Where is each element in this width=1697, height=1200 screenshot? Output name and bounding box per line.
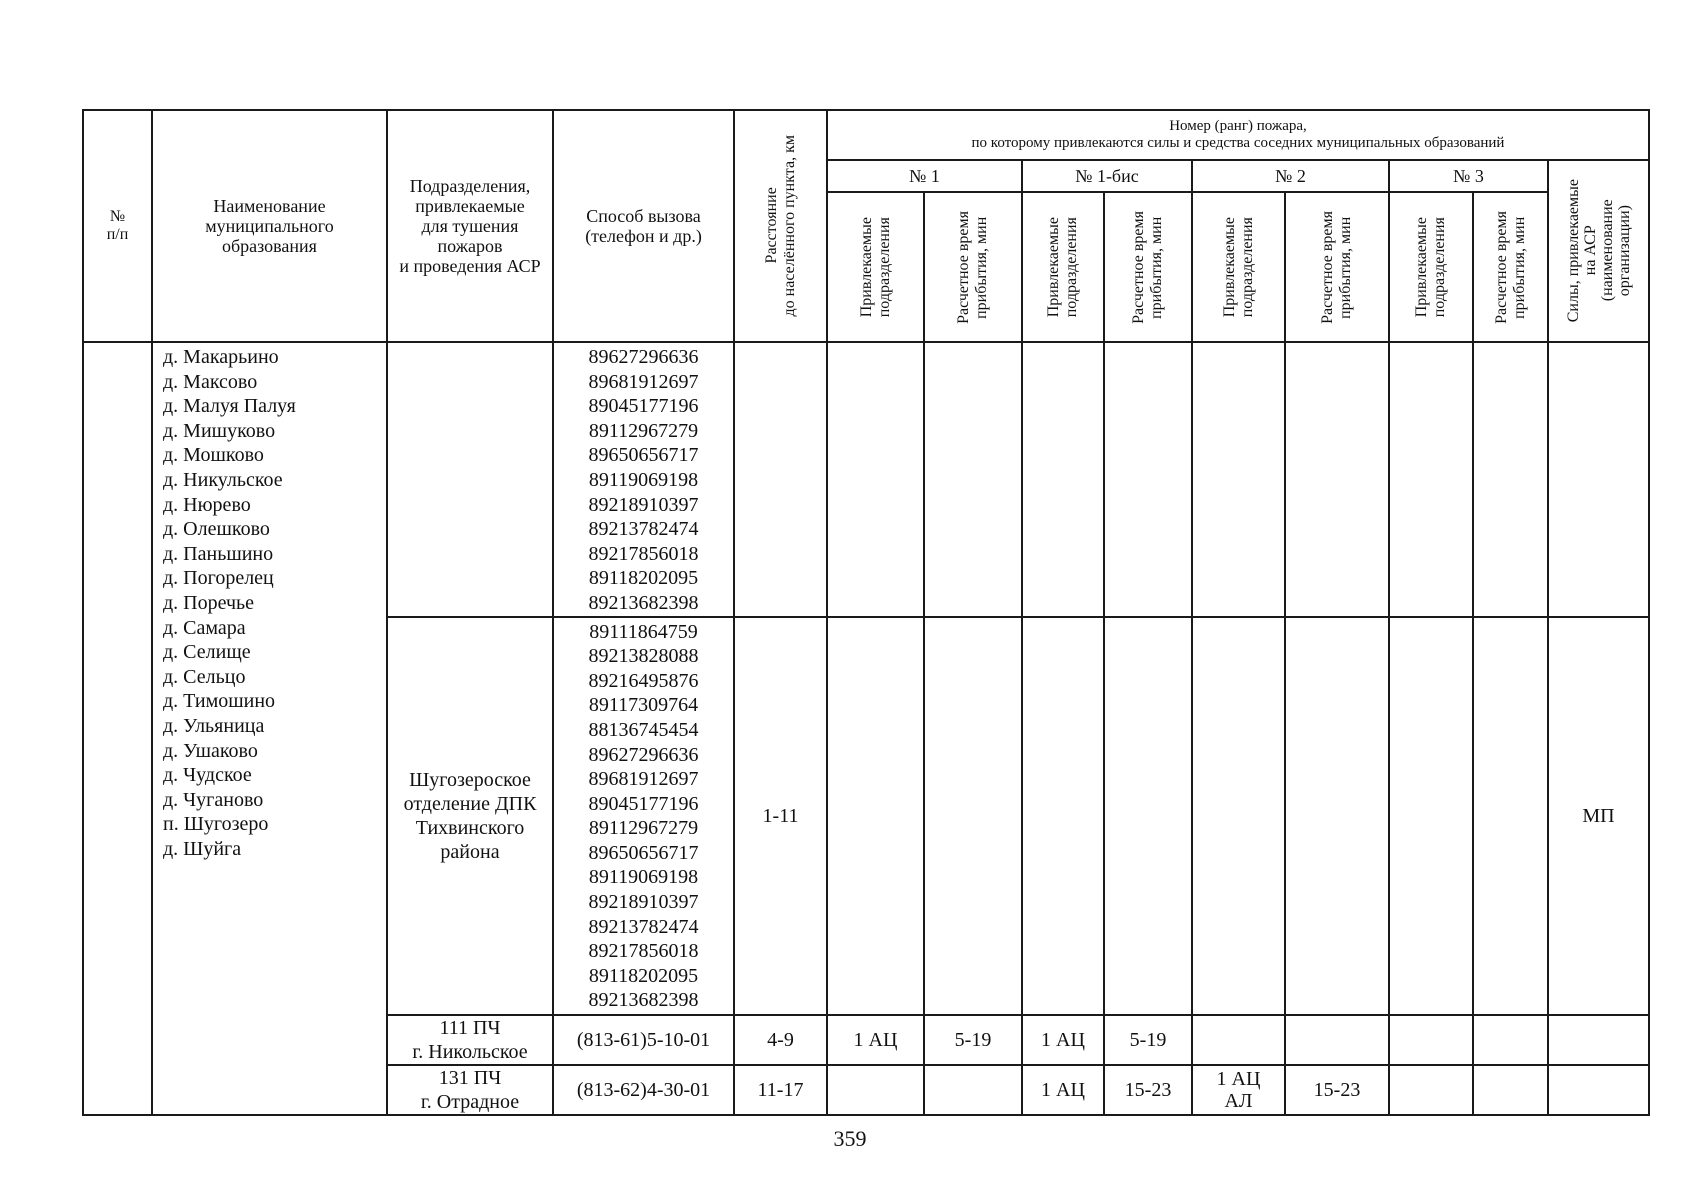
header-units-text: Подразделения, привлекаемые для тушения пожаров и проведения АСР — [399, 176, 541, 276]
settlement-item: д. Поречье — [163, 591, 255, 614]
row4-distance — [734, 1065, 827, 1115]
group1-r2-time — [1285, 342, 1389, 617]
phone-number: 89111864759 — [589, 620, 698, 643]
phone-number: 89112967279 — [588, 817, 699, 840]
group1-r1-time — [924, 342, 1022, 617]
header-r1-units — [827, 192, 924, 342]
row4-unit-text: 131 ПЧ г. Отрадное — [420, 1066, 520, 1113]
group1-distance — [734, 342, 827, 617]
phone-number: 89118202095 — [588, 964, 699, 987]
settlement-item: д. Шуйга — [163, 837, 242, 860]
phone-number: 89213782474 — [588, 518, 699, 541]
header-call-text: Способ вызова (телефон и др.) — [585, 206, 702, 246]
row4-r2-time-text: 15-23 — [1313, 1078, 1361, 1101]
row4-distance-text: 11-17 — [757, 1078, 804, 1101]
group2-phones-cell — [553, 617, 734, 1015]
header-fire-rank-text: Номер (ранг) пожара, по которому привлекаются силы и средства соседних муниципальных образований — [971, 118, 1505, 151]
group1-r3-time — [1473, 342, 1548, 617]
header-r1-time — [924, 192, 1022, 342]
phone-number: 89681912697 — [588, 768, 699, 791]
phone-number: 89216495876 — [588, 669, 699, 692]
row4-r3-time — [1473, 1065, 1548, 1115]
row3-r1bis-time-text: 5-19 — [1129, 1028, 1167, 1051]
settlement-item: д. Олешково — [163, 518, 270, 541]
row-num-cell — [83, 342, 152, 1115]
row4-r1bis-time — [1104, 1065, 1192, 1115]
settlement-item: д. Самара — [163, 616, 246, 639]
group2-phone-list — [554, 618, 733, 1014]
settlement-item: д. Нюрево — [163, 493, 251, 516]
settlement-list — [163, 345, 386, 861]
header-rank-3 — [1389, 160, 1548, 192]
header-r3-units — [1389, 192, 1473, 342]
settlement-item: д. Малуя Палуя — [163, 395, 296, 418]
settlement-item: д. Мошково — [163, 444, 264, 467]
group2-asr-text: МП — [1582, 804, 1615, 827]
header-r1bis-units — [1022, 192, 1104, 342]
header-asr-forces — [1548, 160, 1649, 342]
phone-number: 89213682398 — [588, 591, 699, 614]
group1-phones-cell — [553, 342, 734, 617]
row3-call-text: (813-61)5-10-01 — [576, 1028, 711, 1051]
phone-number: 89213828088 — [588, 645, 699, 668]
row4-r1bis-units-text: 1 АЦ — [1041, 1078, 1085, 1101]
header-r1bis-time-text: Расчетное время прибытия, мин — [1130, 210, 1165, 324]
settlement-item: д. Ушаково — [163, 739, 258, 762]
row3-r2-time — [1285, 1015, 1389, 1065]
header-r1bis-time — [1104, 192, 1192, 342]
settlement-item: д. Максово — [163, 370, 258, 393]
phone-number: 89217856018 — [588, 542, 699, 565]
settlement-item: д. Ульяница — [163, 714, 265, 737]
page-number: 359 — [833, 1126, 867, 1151]
group1-r2-units — [1192, 342, 1285, 617]
phone-number: 89217856018 — [588, 940, 699, 963]
header-name — [152, 110, 387, 342]
header-rank-2 — [1192, 160, 1389, 192]
row3-r1bis-units — [1022, 1015, 1104, 1065]
phone-number: 89213782474 — [588, 915, 699, 938]
group1-phone-list — [554, 343, 733, 616]
row3-call — [553, 1015, 734, 1065]
phone-number: 89627296636 — [588, 743, 699, 766]
header-rank-1-text: № 1 — [909, 166, 940, 186]
header-r1bis-units-text: Привлекаемые подразделения — [1045, 216, 1080, 318]
group2-r1-time — [924, 617, 1022, 1015]
row3-r2-units — [1192, 1015, 1285, 1065]
group1-r1bis-units — [1022, 342, 1104, 617]
row3-unit — [387, 1015, 553, 1065]
row4-r2-time — [1285, 1065, 1389, 1115]
header-name-text: Наименование муниципального образования — [205, 196, 334, 256]
phone-number: 89681912697 — [588, 370, 699, 393]
row3-r1bis-units-text: 1 АЦ — [1041, 1028, 1085, 1051]
phone-number: 89045177196 — [588, 792, 699, 815]
phone-number: 89117309764 — [588, 694, 699, 717]
row4-unit — [387, 1065, 553, 1115]
settlement-item: д. Чуганово — [163, 788, 264, 811]
phone-number: 89218910397 — [588, 891, 699, 914]
settlement-item: д. Селище — [163, 641, 251, 664]
phone-number: 89045177196 — [588, 395, 699, 418]
phone-number: 89650656717 — [588, 841, 699, 864]
row3-r3-time — [1473, 1015, 1548, 1065]
row4-asr — [1548, 1065, 1649, 1115]
phone-number: 89119069198 — [588, 866, 699, 889]
phone-number: 89213682398 — [588, 989, 699, 1012]
header-num-text: № п/п — [106, 208, 129, 243]
header-num — [83, 110, 152, 342]
row4-r2-units — [1192, 1065, 1285, 1115]
row3-r1-time-text: 5-19 — [954, 1028, 992, 1051]
header-rank-1bis-text: № 1-бис — [1075, 166, 1139, 186]
header-r2-units-text: Привлекаемые подразделения — [1220, 216, 1256, 318]
group1-r1-units — [827, 342, 924, 617]
header-distance-text: Расстояние до населённого пункта, км — [762, 135, 798, 317]
group2-r1bis-time — [1104, 617, 1192, 1015]
header-asr-forces-text: Силы, привлекаемые на АСР (наименование организации) — [1564, 179, 1633, 323]
group1-asr — [1548, 342, 1649, 617]
group2-r3-time — [1473, 617, 1548, 1015]
header-r2-time — [1285, 192, 1389, 342]
header-rank-1bis — [1022, 160, 1192, 192]
row4-r1bis-time-text: 15-23 — [1124, 1078, 1172, 1101]
header-r2-units — [1192, 192, 1285, 342]
group1-unit — [387, 342, 553, 617]
settlement-item: п. Шугозеро — [163, 813, 269, 836]
header-rank-3-text: № 3 — [1453, 166, 1484, 186]
header-units — [387, 110, 553, 342]
phone-number: 89627296636 — [588, 346, 699, 368]
settlements-cell — [152, 342, 387, 1115]
phone-number: 89112967279 — [588, 419, 699, 442]
row4-call — [553, 1065, 734, 1115]
header-r3-time — [1473, 192, 1548, 342]
header-r1-units-text: Привлекаемые подразделения — [857, 216, 893, 318]
group2-r2-time — [1285, 617, 1389, 1015]
header-call — [553, 110, 734, 342]
group2-distance-text: 1-11 — [762, 804, 799, 827]
settlement-item: д. Сельцо — [163, 665, 246, 688]
row4-r2-units-text: 1 АЦ АЛ — [1216, 1067, 1261, 1112]
group2-asr — [1548, 617, 1649, 1015]
group2-r3-units — [1389, 617, 1473, 1015]
group2-unit — [387, 617, 553, 1015]
row4-call-text: (813-62)4-30-01 — [576, 1078, 711, 1101]
settlement-item: д. Чудское — [163, 764, 252, 787]
fire-forces-table — [82, 109, 1650, 1116]
row3-r1-units — [827, 1015, 924, 1065]
row3-r3-units — [1389, 1015, 1473, 1065]
group2-unit-text: Шугозероское отделение ДПК Тихвинского района — [403, 768, 537, 863]
header-rank-2-text: № 2 — [1275, 166, 1306, 186]
row4-r1-units — [827, 1065, 924, 1115]
settlement-item: д. Мишуково — [163, 419, 276, 442]
row3-unit-text: 111 ПЧ г. Никольское — [412, 1016, 528, 1063]
row3-r1bis-time — [1104, 1015, 1192, 1065]
row3-r1-time — [924, 1015, 1022, 1065]
row4-r1bis-units — [1022, 1065, 1104, 1115]
group2-r1-units — [827, 617, 924, 1015]
row3-asr — [1548, 1015, 1649, 1065]
header-fire-rank — [827, 110, 1649, 160]
phone-number: 88136745454 — [588, 718, 699, 741]
group1-r3-units — [1389, 342, 1473, 617]
phone-number: 89119069198 — [588, 468, 699, 491]
settlement-item: д. Никульское — [163, 468, 283, 491]
settlement-item: д. Паньшино — [163, 542, 274, 565]
row3-r1-units-text: 1 АЦ — [853, 1028, 898, 1051]
phone-number: 89118202095 — [588, 567, 699, 590]
phone-number: 89650656717 — [588, 444, 699, 467]
header-r3-units-text: Привлекаемые подразделения — [1413, 216, 1448, 318]
group1-r1bis-time — [1104, 342, 1192, 617]
group2-r2-units — [1192, 617, 1285, 1015]
header-r2-time-text: Расчетное время прибытия, мин — [1319, 210, 1354, 324]
group2-distance — [734, 617, 827, 1015]
row4-r1-time — [924, 1065, 1022, 1115]
group2-r1bis-units — [1022, 617, 1104, 1015]
header-r1-time-text: Расчетное время прибытия, мин — [955, 210, 990, 324]
header-rank-1 — [827, 160, 1022, 192]
row3-distance-text: 4-9 — [767, 1028, 794, 1051]
phone-number: 89218910397 — [588, 493, 699, 516]
header-r3-time-text: Расчетное время прибытия, мин — [1492, 210, 1528, 324]
settlement-item: д. Макарьино — [163, 346, 279, 368]
settlement-item: д. Тимошино — [163, 690, 276, 713]
header-distance — [734, 110, 827, 342]
row4-r3-units — [1389, 1065, 1473, 1115]
settlement-item: д. Погорелец — [163, 567, 274, 590]
row3-distance — [734, 1015, 827, 1065]
